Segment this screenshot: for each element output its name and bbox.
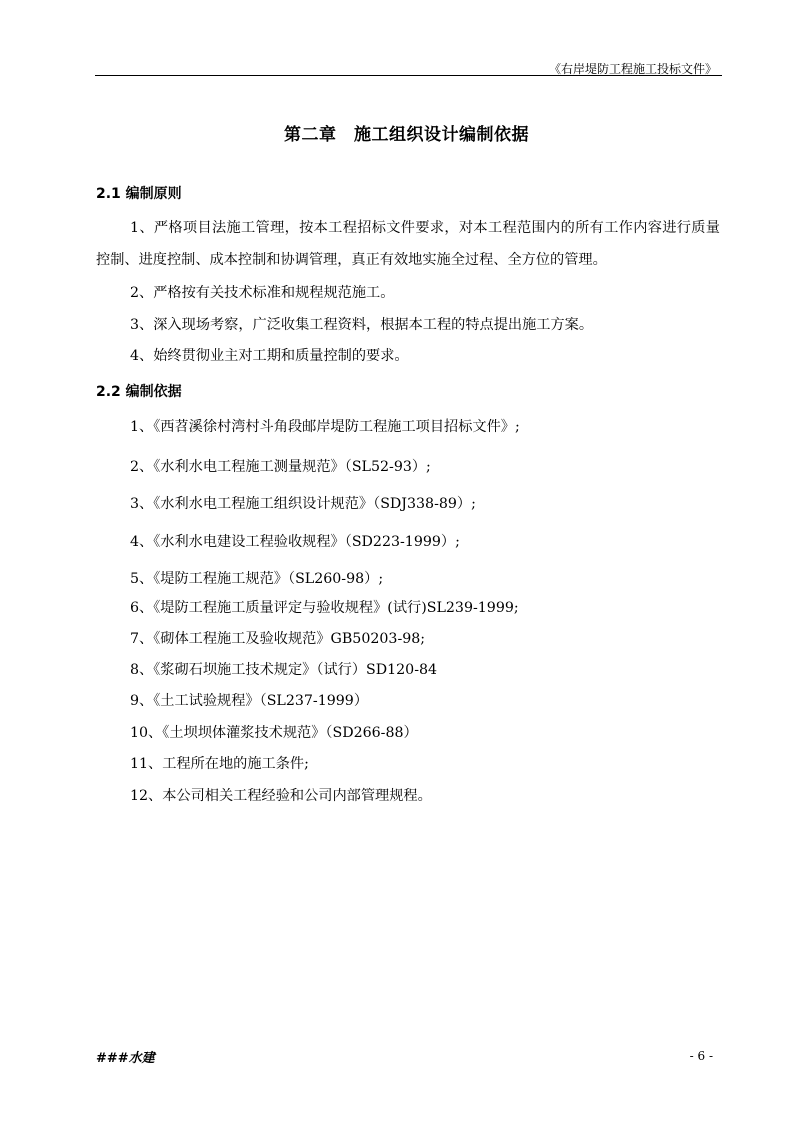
footer-company: ###水建 xyxy=(96,1051,155,1066)
basis-item-7: 7、《砌体工程施工及验收规范》GB50203-98; xyxy=(130,631,426,647)
basis-item-1: 1、《西苕溪徐村湾村斗角段邮岸堤防工程施工项目招标文件》; xyxy=(130,419,520,435)
basis-item-10: 10、《土坝坝体灌浆技术规范》（SD266-88） xyxy=(130,725,418,741)
footer-page-number: - 6 - xyxy=(689,1049,713,1063)
header-rule xyxy=(95,75,722,76)
chapter-title: 第二章 施工组织设计编制依据 xyxy=(284,125,529,145)
basis-item-9: 9、《土工试验规程》（SL237-1999） xyxy=(130,693,369,709)
basis-item-4: 4、《水利水电建设工程验收规程》（SD223-1999）; xyxy=(130,534,460,550)
basis-item-11: 11、工程所在地的施工条件; xyxy=(130,756,309,772)
principle-item-3: 3、深入现场考察，广泛收集工程资料，根据本工程的特点提出施工方案。 xyxy=(130,317,594,333)
basis-item-8: 8、《浆砌石坝施工技术规定》（试行）SD120-84 xyxy=(130,662,438,678)
principle-item-4: 4、始终贯彻业主对工期和质量控制的要求。 xyxy=(130,348,409,364)
basis-item-3: 3、《水利水电工程施工组织设计规范》（SDJ338-89）; xyxy=(130,496,476,512)
basis-item-12: 12、本公司相关工程经验和公司内部管理规程。 xyxy=(130,788,432,804)
section-heading-2-1: 2.1 编制原则 xyxy=(96,186,182,202)
basis-item-2: 2、《水利水电工程施工测量规范》（SL52-93）; xyxy=(130,459,431,475)
header-doc-title: 《右岸堤防工程施工投标文件》 xyxy=(548,62,717,76)
basis-item-6: 6、《堤防工程施工质量评定与验收规程》(试行)SL239-1999; xyxy=(130,600,519,616)
section-heading-2-2: 2.2 编制依据 xyxy=(96,384,182,400)
principle-item-2: 2、严格按有关技术标准和规程规范施工。 xyxy=(130,285,395,301)
principle-item-1: 1、严格项目法施工管理，按本工程招标文件要求，对本工程范围内的所有工作内容进行质量控制、进度控制、成本控制和协调管理，真正有效地实施全过程、全方位的管理。 xyxy=(96,220,720,268)
basis-item-5: 5、《堤防工程施工规范》（SL260-98）; xyxy=(130,571,384,587)
